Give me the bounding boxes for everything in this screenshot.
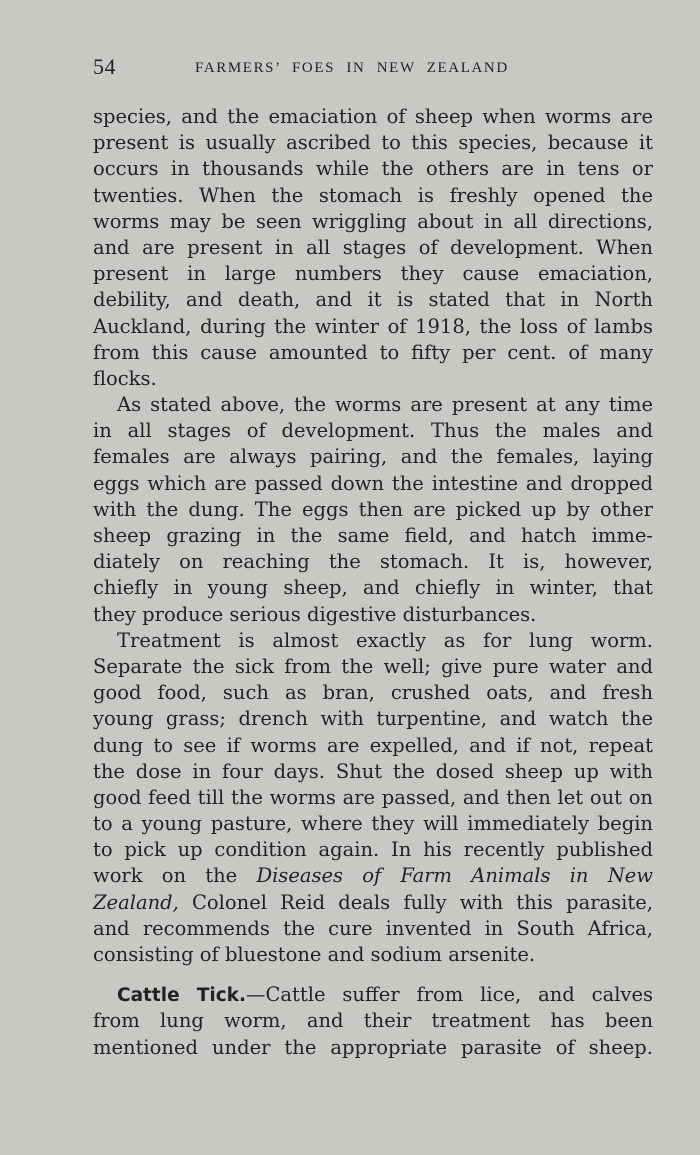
text-line: present in large numbers they cause emaciation, [93,262,653,286]
text-line: from this cause amounted to fifty per cent. of many [93,340,653,364]
running-head [93,54,653,84]
text-line: Auckland, during the winter of 1918, the loss of lambs [93,314,653,338]
body-text [93,104,653,1061]
text-line: with the dung. The eggs then are picked up by other [93,497,653,521]
text-line: good food, such as bran, crushed oats, and fresh [93,681,653,705]
text-line: Treatment is almost exactly as for lung worm. [117,628,653,652]
text-line: mentioned under the appropriate parasite of sheep. [93,1035,653,1059]
text-line: and recommends the cure invented in South Africa, [93,916,653,940]
paragraph-3 [93,628,653,968]
text-line: females are always pairing, and the females, laying [93,445,653,469]
text-line: consisting of bluestone and sodium arsenite. [93,943,536,966]
text-line: flocks. [93,366,157,390]
section-heading: Cattle Tick. [117,985,246,1007]
text-line: Separate the sick from the well; give pure water and [93,654,653,678]
text-line [93,863,653,889]
text-line: present is usually ascribed to this species, because it [93,131,653,155]
text-line: twenties. When the stomach is freshly opened the [93,183,653,207]
text-line: good feed till the worms are passed, and then let out on [93,785,653,809]
text-line: they produce serious digestive disturbances. [93,602,537,626]
text-line: chiefly in young sheep, and chiefly in winter, that [93,576,653,600]
paragraph-1 [93,104,653,392]
line-text: work on the [93,864,238,888]
text-line: worms may be seen wriggling about in all directions, [93,209,653,233]
text-line: and are present in all stages of development. When [93,235,653,259]
text-line: the dose in four days. Shut the dosed sheep up with [93,759,653,783]
text-line: debility, and death, and it is stated that in North [93,288,653,312]
text-line: As stated above, the worms are present at any time [117,393,653,417]
text-line: in all stages of development. Thus the males and [93,419,653,443]
book-title-italic: Diseases of Farm Animals in New [256,864,653,888]
text-line: young grass; drench with turpentine, and watch the [93,707,653,731]
paragraph-4 [93,982,653,1061]
text-line: dung to see if worms are expelled, and if not, repeat [93,733,653,757]
page-number: 54 [93,54,116,79]
text-line: species, and the emaciation of sheep when worms are [93,105,653,128]
text-line [93,982,653,1008]
text-line: to a young pasture, where they will immediately begin [93,812,653,836]
text-line: diately on reaching the stomach. It is, however, [93,550,653,574]
line-text: —Cattle suffer from lice, and calves [246,983,653,1007]
text-line: to pick up condition again. In his recently published [93,838,653,862]
text-line: sheep grazing in the same field, and hatch imme- [93,524,653,547]
book-title-italic: Zealand, [93,890,179,914]
text-line: eggs which are passed down the intestine and dropped [93,471,653,495]
paragraph-2 [93,392,653,628]
running-title: FARMERS’ FOES IN NEW ZEALAND [195,60,509,76]
text-line: occurs in thousands while the others are in tens or [93,157,653,181]
paragraph-spacer [93,968,653,982]
text-line [93,890,653,916]
text-line: from lung worm, and their treatment has been [93,1009,653,1033]
line-text: Colonel Reid deals fully with this parasite, [192,890,653,914]
